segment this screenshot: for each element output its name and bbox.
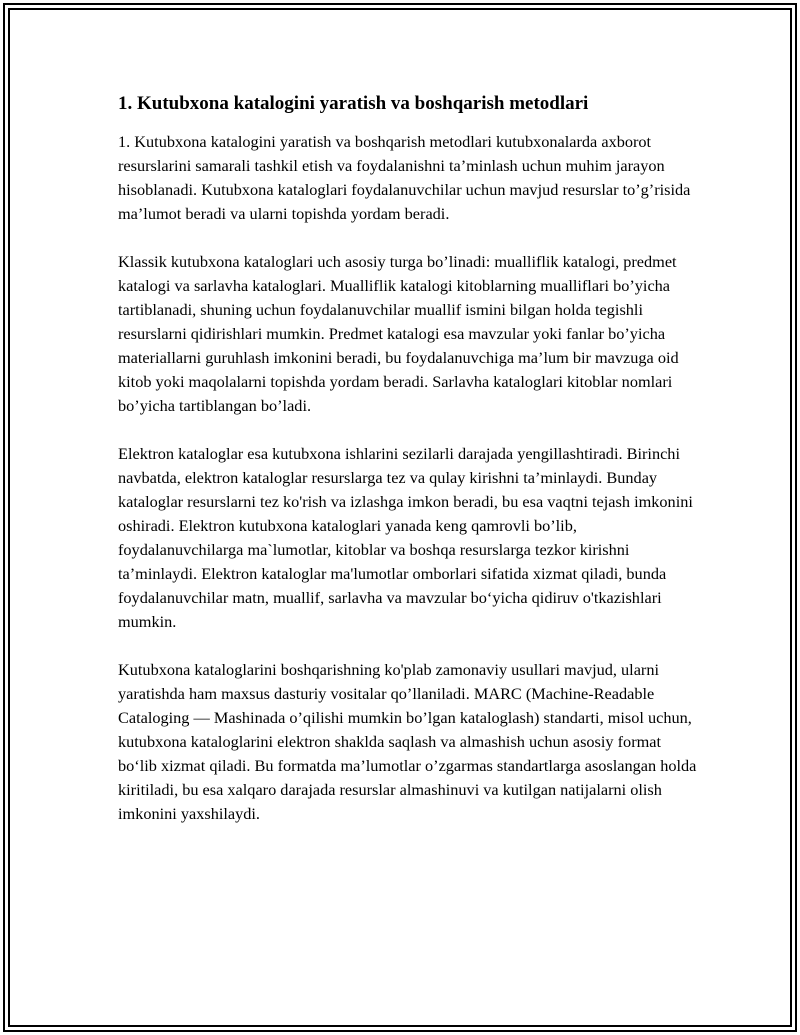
paragraph-intro: 1. Kutubxona katalogini yaratish va boshqarish metodlari kutubxonalarda axborot resurslarini samarali tashkil etish va foydalanishni ta’minlash uchun muhim jarayon hisoblanadi. Kutubxona kataloglari foydalanuvchilar uchun mavjud resurslar to’g’risida ma’lumot beradi va ularni topishda yordam beradi.	[118, 132, 691, 223]
document-title: 1. Kutubxona katalogini yaratish va boshqarish metodlari	[118, 93, 589, 114]
paragraph-electronic-catalogs: Elektron kataloglar esa kutubxona ishlarini sezilarli darajada yengillashtiradi. Birinchi navbatda, elektron kataloglar resurslarga tez va qulay kirishni ta’minlaydi. Bunday kataloglar resurslarni tez ko'rish va izlashga imkon beradi, bu esa vaqtni tejash imkonini oshiradi. Elektron kutubxona kataloglari yanada keng qamrovli bo’lib, foydalanuvchilarga ma`lumotlar, kitoblar va boshqa resurslarga tezkor kirishni ta’minlaydi. Elektron kataloglar ma'lumotlar omborlari sifatida xizmat qiladi, bunda foydalanuvchilar matn, muallif, sarlavha va mavzular bo‘yicha qidiruv o'tkazishlari mumkin.	[118, 444, 693, 631]
document-body	[118, 92, 698, 850]
paragraph-classic-catalogs: Klassik kutubxona kataloglari uch asosiy turga bo’linadi: mualliflik katalogi, predmet katalogi va sarlavha kataloglari. Mualliflik katalogi kitoblarning mualliflari bo’yicha tartiblanadi, shuning uchun foydalanuvchilar muallif ismini bilgan holda tegishli resurslarni qidirishlari mumkin. Predmet katalogi esa mavzular yoki fanlar bo’yicha materiallarni guruhlash imkonini beradi, bu foydalanuvchiga ma’lum bir mavzuga oid kitob yoki maqolalarni topishda yordam beradi. Sarlavha kataloglari kitoblar nomlari bo’yicha tartiblangan bo’ladi.	[118, 252, 679, 415]
paragraph-catalog-management: Kutubxona kataloglarini boshqarishning ko'plab zamonaviy usullari mavjud, ularni yaratishda ham maxsus dasturiy vositalar qo’llaniladi. MARC (Machine-Readable Cataloging — Mashinada o’qilishi mumkin bo’lgan kataloglash) standarti, misol uchun, kutubxona kataloglarini elektron shaklda saqlash va almashish uchun asosiy format bo‘lib xizmat qiladi. Bu formatda ma’lumotlar o’zgarmas standartlarga asoslangan holda kiritiladi, bu esa xalqaro darajada resurslar almashinuvi va kutilgan natijalarni olish imkonini yaxshilaydi.	[118, 660, 697, 823]
